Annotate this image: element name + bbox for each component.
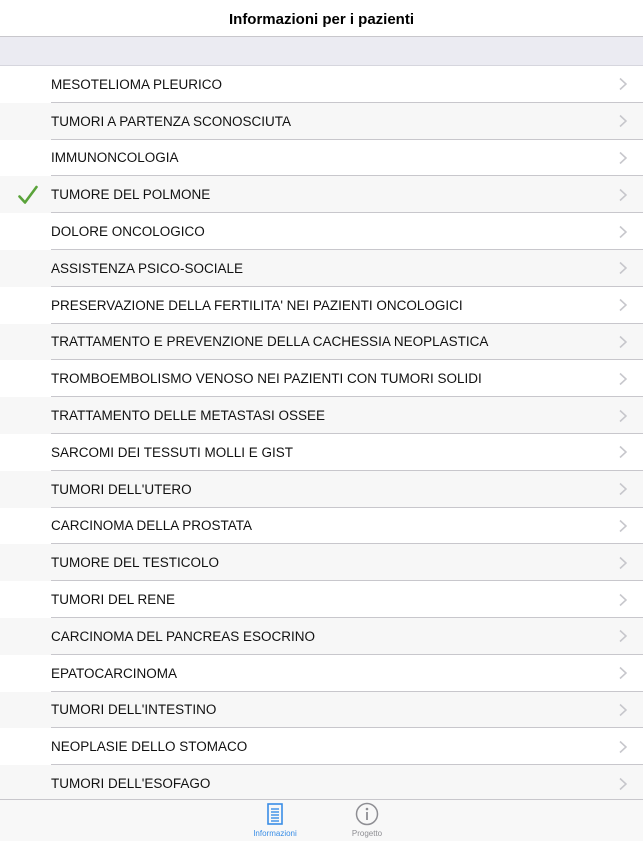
list-item[interactable] — [0, 140, 643, 177]
chevron-right-icon — [619, 667, 627, 680]
list-item-label: TUMORI DELL'INTESTINO — [51, 702, 217, 718]
chevron-right-icon — [619, 777, 627, 790]
list-item[interactable] — [0, 250, 643, 287]
chevron-right-icon — [619, 225, 627, 238]
list-item-label: CARCINOMA DELLA PROSTATA — [51, 518, 253, 534]
list-item-label: ASSISTENZA PSICO-SOCIALE — [51, 260, 244, 276]
list-item-label: TUMORI DEL RENE — [51, 592, 176, 608]
checkmark-icon — [17, 184, 39, 206]
list-item[interactable] — [0, 508, 643, 545]
chevron-right-icon — [619, 299, 627, 312]
list-item-label: CARCINOMA DEL PANCREAS ESOCRINO — [51, 628, 316, 644]
list-item[interactable] — [0, 360, 643, 397]
list-item[interactable] — [0, 544, 643, 581]
list-item[interactable] — [0, 471, 643, 508]
chevron-right-icon — [619, 78, 627, 91]
list-item-label: TUMORI A PARTENZA SCONOSCIUTA — [51, 113, 292, 129]
chevron-right-icon — [619, 630, 627, 643]
list-item[interactable] — [0, 728, 643, 765]
list-item-label: TUMORE DEL TESTICOLO — [51, 555, 220, 571]
page-title: Informazioni per i pazienti — [228, 10, 415, 28]
chevron-right-icon — [619, 556, 627, 569]
chevron-right-icon — [619, 335, 627, 348]
tab-progetto[interactable] — [332, 802, 402, 840]
chevron-right-icon — [619, 703, 627, 716]
topics-list[interactable] — [0, 66, 643, 799]
list-item-label: TUMORI DELL'UTERO — [51, 481, 192, 497]
list-item[interactable] — [0, 434, 643, 471]
list-item[interactable] — [0, 287, 643, 324]
list-item-label: DOLORE ONCOLOGICO — [51, 224, 205, 240]
chevron-right-icon — [619, 483, 627, 496]
list-item[interactable] — [0, 655, 643, 692]
list-item[interactable] — [0, 103, 643, 140]
list-item-label: TUMORE DEL POLMONE — [51, 187, 211, 203]
tab-bar — [0, 799, 643, 841]
chevron-right-icon — [619, 519, 627, 532]
tab-informazioni[interactable] — [240, 802, 310, 840]
chevron-right-icon — [619, 151, 627, 164]
section-header — [0, 37, 643, 66]
list-item-label: TROMBOEMBOLISMO VENOSO NEI PAZIENTI CON TUMORI SOLIDI — [51, 371, 482, 387]
list-item[interactable] — [0, 581, 643, 618]
list-item[interactable] — [0, 765, 643, 799]
list-item-label: TRATTAMENTO DELLE METASTASI OSSEE — [51, 408, 326, 424]
list-item[interactable] — [0, 618, 643, 655]
list-item[interactable] — [0, 324, 643, 361]
chevron-right-icon — [619, 115, 627, 128]
list-item-label: TRATTAMENTO E PREVENZIONE DELLA CACHESSIA NEOPLASTICA — [51, 334, 489, 350]
list-item[interactable] — [0, 692, 643, 729]
chevron-right-icon — [619, 372, 627, 385]
list-item[interactable] — [0, 66, 643, 103]
chevron-right-icon — [619, 593, 627, 606]
tab-informazioni-label: Informazioni — [253, 829, 297, 838]
tab-progetto-label: Progetto — [351, 829, 383, 838]
info-circle-icon — [355, 802, 379, 826]
chevron-right-icon — [619, 409, 627, 422]
navigation-bar — [0, 0, 643, 37]
list-item-label: TUMORI DELL'ESOFAGO — [51, 776, 211, 792]
chevron-right-icon — [619, 262, 627, 275]
list-item-label: EPATOCARCINOMA — [51, 665, 178, 681]
chevron-right-icon — [619, 446, 627, 459]
chevron-right-icon — [619, 740, 627, 753]
list-item-label: SARCOMI DEI TESSUTI MOLLI E GIST — [51, 444, 294, 460]
document-list-icon — [263, 802, 287, 826]
list-item[interactable] — [0, 213, 643, 250]
list-item-label: IMMUNONCOLOGIA — [51, 150, 179, 166]
list-item[interactable] — [0, 397, 643, 434]
list-item-label: MESOTELIOMA PLEURICO — [51, 76, 223, 92]
list-item[interactable] — [0, 176, 643, 213]
list-item-label: PRESERVAZIONE DELLA FERTILITA' NEI PAZIENTI ONCOLOGICI — [51, 297, 463, 313]
list-item-label: NEOPLASIE DELLO STOMACO — [51, 739, 248, 755]
chevron-right-icon — [619, 188, 627, 201]
